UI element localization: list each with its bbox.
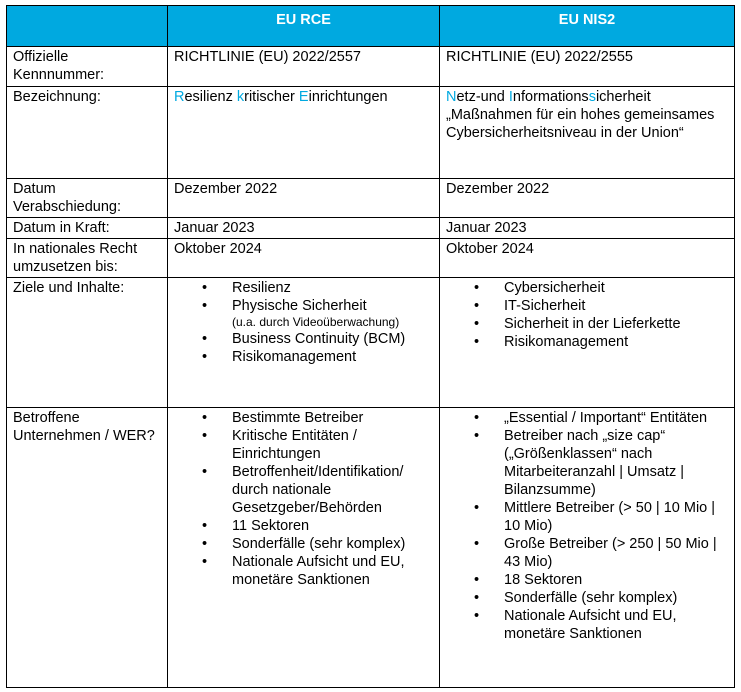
rce-ziele-list	[174, 279, 433, 366]
nis2-initial-s: s	[588, 89, 596, 105]
header-eu-rce: EU RCE	[168, 6, 440, 47]
rce-bezeichnung	[168, 87, 440, 179]
nis2-ziele	[440, 278, 735, 408]
list-item: • 11 Sektoren	[232, 517, 433, 535]
rce-word-einrichtungen: inrichtungen	[308, 89, 388, 105]
label-betroffene: Betroffene Unternehmen / WER?	[7, 408, 168, 688]
list-item: • Cybersicherheit	[504, 279, 728, 297]
list-item: • Betreiber nach „size cap“ („Größenklassen“ nach Mitarbeiteranzahl | Umsatz | Bilanzsumme)	[504, 427, 728, 499]
nis2-umsetzen: Oktober 2024	[440, 239, 735, 278]
rce-initial-e: E	[298, 89, 309, 105]
nis2-kennnummer: RICHTLINIE (EU) 2022/2555	[440, 47, 735, 87]
nis2-full-title: „Maßnahmen für ein hohes gemeinsames Cybersicherheitsniveau in der Union“	[446, 107, 715, 141]
label-kennnummer: Offizielle Kennnummer:	[7, 47, 168, 87]
list-item: • Große Betreiber (> 250 | 50 Mio | 43 Mio)	[504, 535, 728, 571]
nis2-betroffene	[440, 408, 735, 688]
rce-betroffene-list	[174, 409, 433, 589]
nis2-word-netz: etz-und	[456, 89, 509, 105]
list-item: • Sicherheit in der Lieferkette	[504, 315, 728, 333]
rce-word-resilienz: esilienz	[184, 89, 237, 105]
list-item: • IT-Sicherheit	[504, 297, 728, 315]
rce-initial-r: R	[174, 89, 185, 105]
list-item: • Business Continuity (BCM)	[232, 330, 433, 348]
list-item: • Resilienz	[232, 279, 433, 297]
label-umsetzen: In nationales Recht umzusetzen bis:	[7, 239, 168, 278]
row-kennnummer	[7, 47, 735, 87]
row-datum-kraft	[7, 218, 735, 239]
nis2-word-sicherheit: icherheit	[595, 89, 651, 105]
list-item: • Bestimmte Betreiber	[232, 409, 433, 427]
nis2-datum-verabschiedung: Dezember 2022	[440, 179, 735, 218]
list-item: • Betroffenheit/Identifikation/ durch nationale Gesetzgeber/Behörden	[232, 463, 433, 517]
rce-word-kritischer: ritischer	[244, 89, 299, 105]
label-datum-verabschiedung: Datum Verabschiedung:	[7, 179, 168, 218]
nis2-word-informations: nformations	[512, 89, 589, 105]
list-item: • 18 Sektoren	[504, 571, 728, 589]
rce-betroffene	[168, 408, 440, 688]
nis2-datum-kraft: Januar 2023	[440, 218, 735, 239]
rce-datum-verabschiedung: Dezember 2022	[168, 179, 440, 218]
label-datum-kraft: Datum in Kraft:	[7, 218, 168, 239]
list-item: • Nationale Aufsicht und EU, monetäre Sanktionen	[504, 607, 728, 643]
row-bezeichnung	[7, 87, 735, 179]
rce-initial-k: k	[236, 89, 245, 105]
list-item: • Kritische Entitäten / Einrichtungen	[232, 427, 433, 463]
row-betroffene	[7, 408, 735, 688]
rce-datum-kraft: Januar 2023	[168, 218, 440, 239]
list-item: • Risikomanagement	[232, 348, 433, 366]
nis2-bezeichnung	[440, 87, 735, 179]
rce-ziele-note: (u.a. durch Videoüberwachung)	[232, 315, 400, 329]
label-ziele: Ziele und Inhalte:	[7, 278, 168, 408]
list-item: • Risikomanagement	[504, 333, 728, 351]
nis2-ziele-list	[446, 279, 728, 351]
list-item: • Sonderfälle (sehr komplex)	[504, 589, 728, 607]
comparison-table	[6, 5, 735, 688]
list-item: • Nationale Aufsicht und EU, monetäre Sanktionen	[232, 553, 433, 589]
header-eu-nis2: EU NIS2	[440, 6, 735, 47]
list-item: • Physische Sicherheit (u.a. durch Videoüberwachung)	[232, 297, 433, 330]
list-item: • „Essential / Important“ Entitäten	[504, 409, 728, 427]
rce-ziele	[168, 278, 440, 408]
list-item: • Mittlere Betreiber (> 50 | 10 Mio | 10 Mio)	[504, 499, 728, 535]
row-ziele	[7, 278, 735, 408]
nis2-initial-i: I	[508, 89, 513, 105]
list-item: • Sonderfälle (sehr komplex)	[232, 535, 433, 553]
rce-kennnummer: RICHTLINIE (EU) 2022/2557	[168, 47, 440, 87]
label-bezeichnung: Bezeichnung:	[7, 87, 168, 179]
row-umsetzen	[7, 239, 735, 278]
row-datum-verabschiedung	[7, 179, 735, 218]
nis2-betroffene-list	[446, 409, 728, 643]
header-row	[7, 6, 735, 47]
rce-umsetzen: Oktober 2024	[168, 239, 440, 278]
nis2-initial-n: N	[446, 89, 457, 105]
header-empty-cell	[7, 6, 168, 47]
